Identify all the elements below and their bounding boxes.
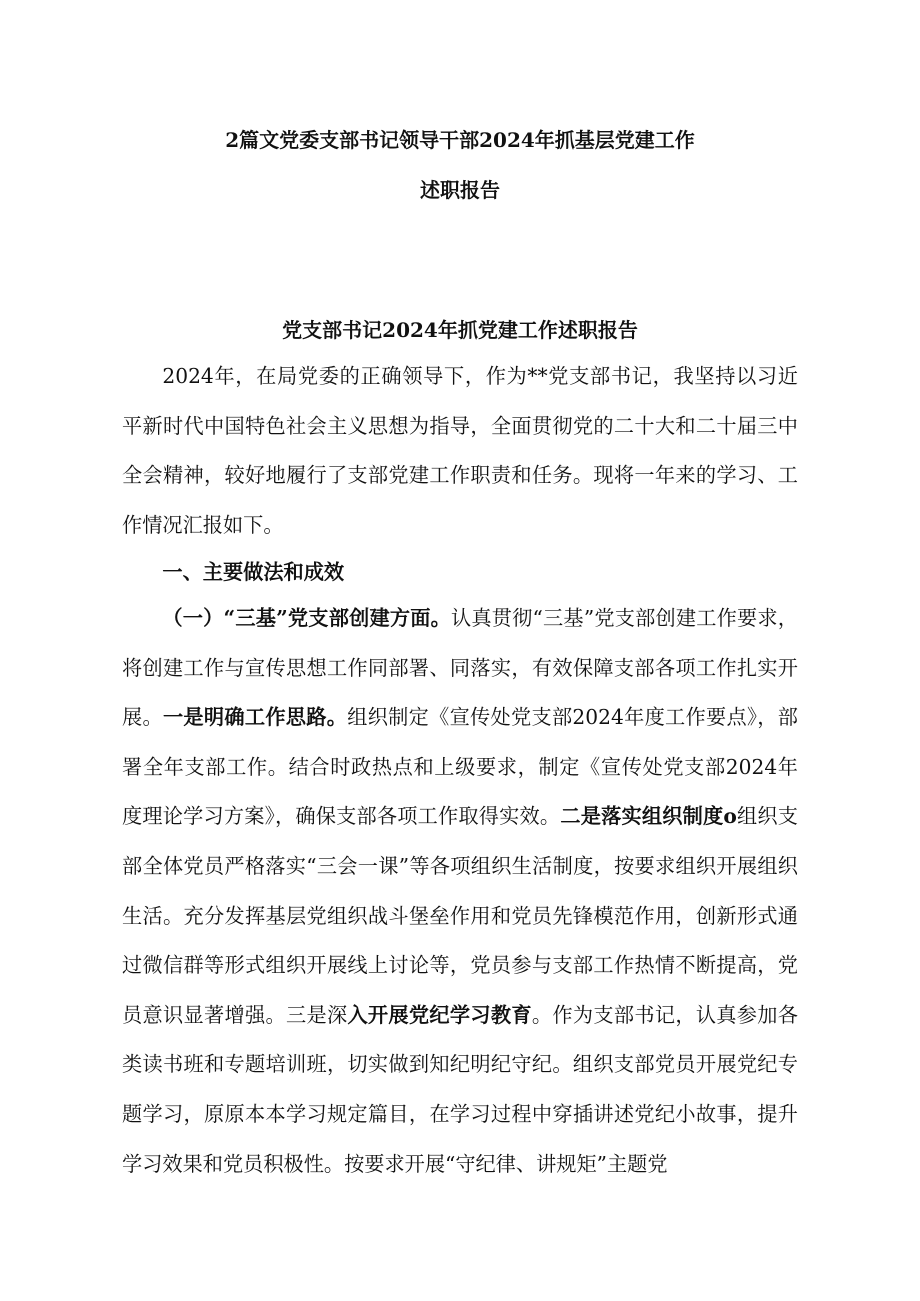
- document-title-line-1: 2篇文党委支部书记领导干部2024年抓基层党建工作: [225, 128, 695, 152]
- point-3-label: 入开展党纪学习教育: [347, 1002, 532, 1027]
- point-2-label: 二是落实组织制度o: [560, 804, 737, 829]
- section-1-paragraph: [122, 594, 798, 1189]
- document-title-line-2: 述职报告: [420, 178, 500, 202]
- intro-paragraph: 2024年，在局党委的正确领导下，作为**党支部书记，我坚持以习近平新时代中国特色社会主义思想为指导，全面贯彻党的二十大和二十届三中全会精神，较好地履行了支部党建工作职责和任务。现将一年来的学习、工作情况汇报如下。: [122, 364, 798, 537]
- point-1-label: 一是明确工作思路。: [162, 705, 348, 730]
- point-2-text: 组织支部全体党员严格落实“三会一课”等各项组织生活制度，按要求组织开展组织生活。充分发挥基层党组织战斗堡垒作用和党员先锋模范作用，创新形式通过微信群等形式组织开展线上讨论等，党员参与支部工作热情不断提高，党员意识显著增强。: [122, 804, 798, 1027]
- subsection-text: 认真贯彻“三基”党支部创建工作要求，将创建工作与宣传思想工作同部署、同落实，有效保障支部各项工作扎实开展。: [122, 606, 798, 730]
- point-3-prefix: 三是深: [285, 1002, 348, 1027]
- section-heading-1: 一、主要做法和成效: [162, 560, 345, 584]
- subsection-label: （一）“三基”党支部创建方面。: [162, 606, 451, 630]
- report-subtitle: 党支部书记2024年抓党建工作述职报告: [282, 318, 638, 342]
- point-3-text: 。作为支部书记，认真参加各类读书班和专题培训班，切实做到知纪明纪守纪。组织支部党员开展党纪专题学习，原原本本学习规定篇目，在学习过程中穿插讲述党纪小故事，提升学习效果和党员积极性。按要求开展“守纪律、讲规矩”主题党: [122, 1002, 798, 1176]
- point-1-text: 组织制定《宣传处党支部2024年度工作要点》，部署全年支部工作。结合时政热点和上级要求，制定《宣传处党支部2024年度理论学习方案》，确保支部各项工作取得实效。: [122, 705, 798, 829]
